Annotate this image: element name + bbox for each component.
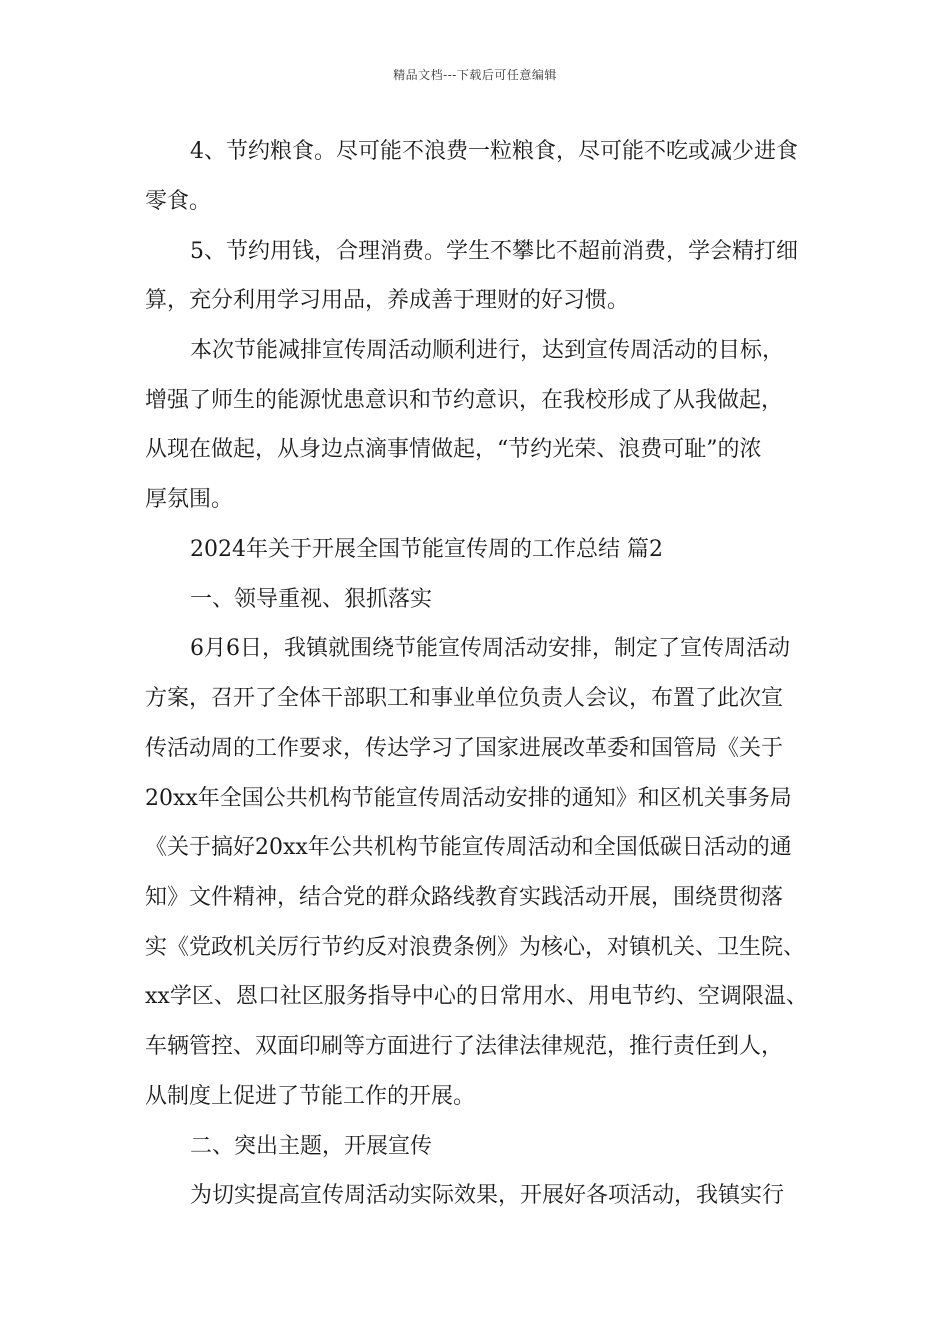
text-line: 传活动周的工作要求，传达学习了国家进展改革委和国管局《关于 (145, 736, 784, 761)
text-line: 车辆管控、双面印刷等方面进行了法律法律规范，推行责任到人， (145, 1034, 784, 1059)
text-line: 增强了师生的能源忧患意识和节约意识，在我校形成了从我做起， (145, 388, 784, 413)
text-line: 为切实提高宣传周活动实际效果，开展好各项活动，我镇实行 (190, 1183, 785, 1208)
text-line: 4、节约粮食。尽可能不浪费一粒粮食，尽可能不吃或减少进食 (190, 139, 798, 164)
text-line: 从现在做起，从身边点滴事情做起，“节约光荣、浪费可耻”的浓 (145, 437, 762, 462)
page-header: 精品文档---下载后可任意编辑 (393, 68, 557, 82)
text-line: 从制度上促进了节能工作的开展。 (145, 1084, 476, 1109)
text-line: 6月6日，我镇就围绕节能宣传周活动安排，制定了宣传周活动 (190, 636, 790, 661)
text-line: 零食。 (145, 189, 212, 214)
text-line: 方案，召开了全体干部职工和事业单位负责人会议，布置了此次宣 (145, 686, 784, 711)
text-line: 本次节能减排宣传周活动顺利进行，达到宣传周活动的目标， (190, 338, 785, 363)
text-line: xx学区、恩口社区服务指导中心的日常用水、用电节约、空调限温、 (145, 984, 808, 1009)
text-line: 5、节约用钱，合理消费。学生不攀比不超前消费，学会精打细 (190, 239, 798, 264)
text-line: 知》文件精神，结合党的群众路线教育实践活动开展，围绕贯彻落 (145, 885, 784, 910)
section-heading: 一、领导重视、狠抓落实 (190, 587, 433, 612)
text-line: 实《党政机关厉行节约反对浪费条例》为核心，对镇机关、卫生院、 (145, 935, 806, 960)
section-title: 2024年关于开展全国节能宣传周的工作总结 篇2 (190, 537, 663, 562)
text-line: 算，充分利用学习用品，养成善于理财的好习惯。 (145, 288, 630, 313)
text-line: 《关于搞好20xx年公共机构节能宣传周活动和全国低碳日活动的通 (145, 835, 792, 860)
text-line: 20xx年全国公共机构节能宣传周活动安排的通知》和区机关事务局 (145, 786, 792, 811)
section-heading: 二、突出主题，开展宣传 (190, 1134, 433, 1159)
text-line: 厚氛围。 (145, 487, 234, 512)
